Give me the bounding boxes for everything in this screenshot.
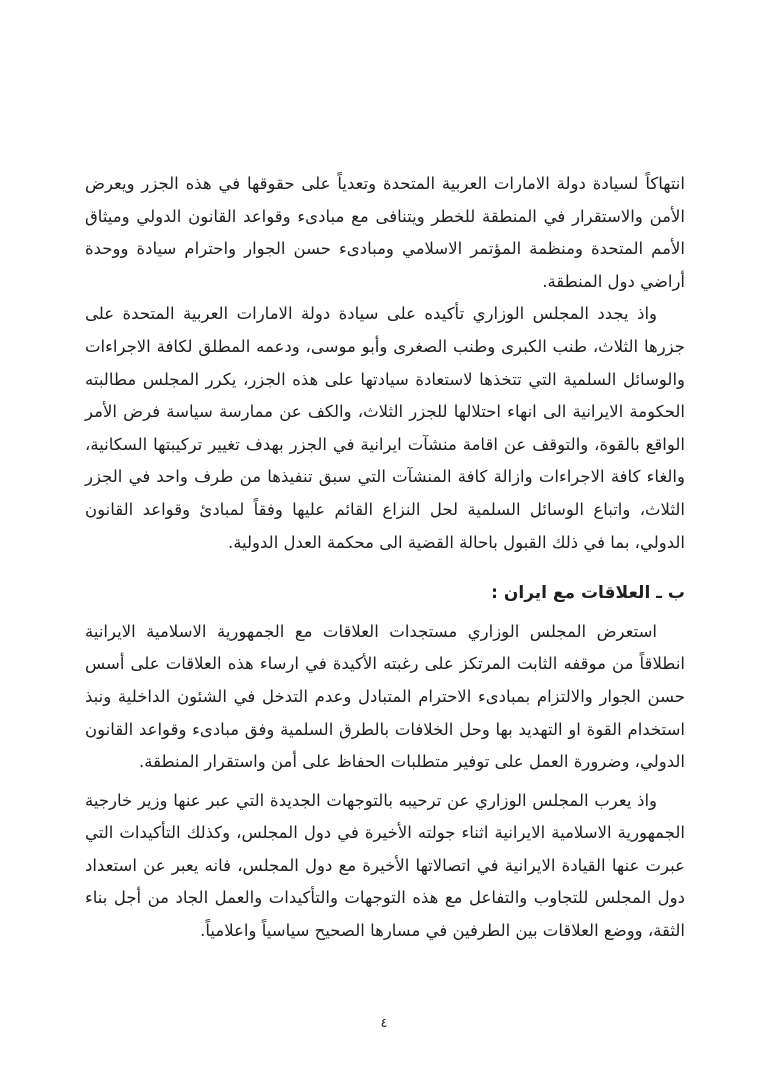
page-number: ٤ bbox=[380, 1016, 388, 1031]
body-paragraph-relations-review: استعرض المجلس الوزاري مستجدات العلاقات مع الجمهورية الاسلامية الايرانية انطلاقاً من موقفه الثابت المرتكز على رغبته الأكيدة في ارساء هذه العلاقات على أسس حسن الجوار والالتزام بمبادىء الاحترام المتبادل وعدم التدخل في الشئون الداخلية ونبذ استخدام القوة او التهديد بها وحل الخلافات بالطرق السلمية وفق مبادىء وقواعد القانون الدولي، وضرورة العمل على توفير متطلبات الحفاظ على أمن واستقرار المنطقة. bbox=[85, 621, 685, 772]
body-paragraph-welcoming-orientations: واذ يعرب المجلس الوزاري عن ترحيبه بالتوجهات الجديدة التي عبر عنها وزير خارجية الجمهورية الاسلامية الايرانية اثناء جولته الأخيرة في دول المجلس، وكذلك التأكيدات التي عبرت عنها القيادة الايرانية في اتصالاتها الأخيرة مع دول المجلس، فانه يعبر عن استعداد دول المجلس للتجاوب والتفاعل مع هذه التوجهات والتأكيدات والعمل الجاد من أجل بناء الثقة، ووضع العلاقات بين الطرفين في مسارها الصحيح سياسياً واعلامياً. bbox=[85, 790, 685, 941]
section-heading-relations-with-iran: ب ـ العلاقات مع ايران : bbox=[491, 583, 685, 604]
document-body bbox=[85, 168, 685, 948]
body-paragraph-islands: واذ يجدد المجلس الوزاري تأكيده على سيادة دولة الامارات العربية المتحدة على جزرها الثلاث، طنب الكبرى وطنب الصغرى وأبو موسى، ودعمه المطلق لكافة الاجراءات والوسائل السلمية التي تتخذها لاستعادة سيادتها على هذه الجزر، يكرر المجلس مطالبته الحكومة الايرانية الى انهاء احتلالها للجزر الثلاث، والكف عن ممارسة سياسة فرض الأمر الواقع بالقوة، والتوقف عن اقامة منشآت ايرانية في الجزر بهدف تغيير تركيبتها السكانية، والغاء كافة الاجراءات وازالة كافة المنشآت التي سبق تنفيذها من طرف واحد في الجزر الثلاث، واتباع الوسائل السلمية لحل النزاع القائم عليها وفقاً لمبادئ وقواعد القانون الدولي، بما في ذلك القبول باحالة القضية الى محكمة العدل الدولية. bbox=[85, 304, 685, 552]
body-paragraph-continuation: انتهاكاً لسيادة دولة الامارات العربية المتحدة وتعدياً على حقوقها في هذه الجزر ويعرض الأمن والاستقرار في المنطقة للخطر ويتنافى مع مبادىء وقواعد القانون الدولي وميثاق الأمم المتحدة ومنظمة المؤتمر الاسلامي ومبادىء حسن الجوار واحترام سيادة ووحدة أراضي دول المنطقة. bbox=[85, 174, 685, 291]
